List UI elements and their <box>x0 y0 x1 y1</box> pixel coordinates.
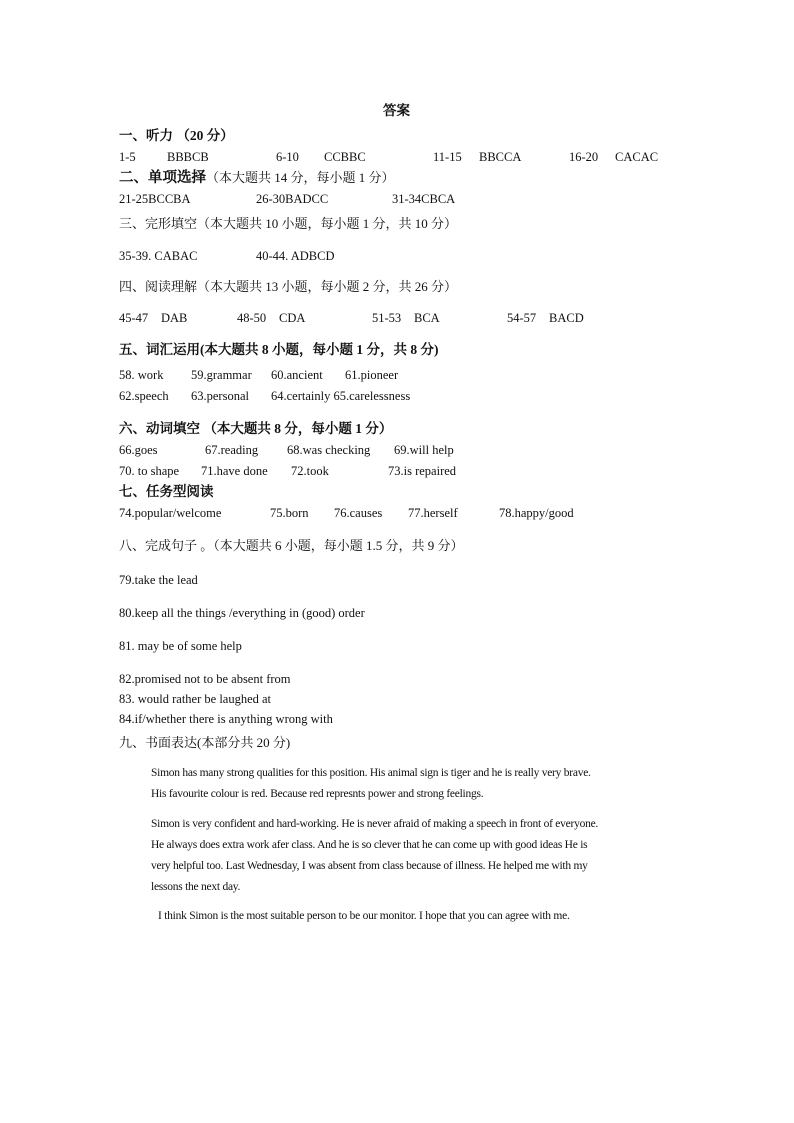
answer-81: 81. may be of some help <box>119 639 242 653</box>
section-7-heading: 七、任务型阅读 <box>119 484 214 499</box>
answer-84: 84.if/whether there is anything wrong with <box>119 712 333 726</box>
answer-value: 78.happy/good <box>499 506 574 520</box>
answer-value: 26-30BADCC <box>256 192 329 206</box>
answer-value: 63.personal <box>191 389 249 403</box>
section-2-heading-main: 二、单项选择 <box>119 170 206 186</box>
answer-82: 82.promised not to be absent from <box>119 672 291 686</box>
answer-value: 71.have done <box>201 464 268 478</box>
answer-80: 80.keep all the things /everything in (good) order <box>119 606 365 620</box>
answer-value: 62.speech <box>119 389 169 403</box>
answer-value: CDA <box>279 311 306 325</box>
answer-83: 83. would rather be laughed at <box>119 692 272 706</box>
answer-value: BCA <box>414 311 440 325</box>
answer-value: 77.herself <box>408 506 458 520</box>
essay-line: Simon is very confident and hard-working. He is never afraid of making a speech in front of everyone. <box>151 818 599 830</box>
section-8-heading: 八、完成句子 。（本大题共 6 小题，每小题 1.5 分，共 9 分） <box>119 538 464 553</box>
answer-value: 75.born <box>270 506 309 520</box>
answer-value: 68.was checking <box>287 443 371 457</box>
essay-line: very helpful too. Last Wednesday, I was absent from class because of illness. He helped me with my <box>151 860 588 872</box>
section-1-heading: 一、听力 （20 分） <box>119 128 234 143</box>
answer-range: 16-20 <box>569 150 599 164</box>
answer-value: 73.is repaired <box>388 464 457 478</box>
answer-range: 51-53 <box>372 311 402 325</box>
answer-range: 54-57 <box>507 311 537 325</box>
answer-value: 70. to shape <box>119 464 180 478</box>
answer-value: 40-44. ADBCD <box>256 249 335 263</box>
answer-range: 1-5 <box>119 150 136 164</box>
answer-value: 61.pioneer <box>345 368 399 382</box>
answer-value: CACAC <box>615 150 659 164</box>
answer-value: 64.certainly 65.carelessness <box>271 389 411 403</box>
answer-range: 45-47 <box>119 311 149 325</box>
section-3-heading: 三、完形填空（本大题共 10 小题，每小题 1 分，共 10 分） <box>119 216 458 231</box>
answer-value: 72.took <box>291 464 329 478</box>
answer-value: BBCCA <box>479 150 522 164</box>
section-9-heading: 九、书面表达(本部分共 20 分) <box>119 735 291 750</box>
answer-value: DAB <box>161 311 188 325</box>
essay-line: His favourite colour is red. Because red represnts power and strong feelings. <box>151 788 484 800</box>
answer-value: BACD <box>549 311 584 325</box>
essay-line: I think Simon is the most suitable person to be our monitor. I hope that you can agree with me. <box>158 910 570 922</box>
answer-value: 67.reading <box>205 443 259 457</box>
answer-value: 74.popular/welcome <box>119 506 222 520</box>
section-2-heading <box>119 170 395 186</box>
answer-value: 76.causes <box>334 506 383 520</box>
answer-range: 6-10 <box>276 150 299 164</box>
essay-line: He always does extra work afer class. And he is so clever that he can come up with good ideas He is <box>151 839 588 851</box>
section-5-heading: 五、词汇运用(本大题共 8 小题，每小题 1 分，共 8 分) <box>119 342 439 357</box>
section-6-heading: 六、动词填空 （本大题共 8 分，每小题 1 分） <box>119 421 393 436</box>
answer-value: BBBCB <box>167 150 209 164</box>
section-4-heading: 四、阅读理解（本大题共 13 小题，每小题 2 分，共 26 分） <box>119 279 458 294</box>
answer-value: 21-25BCCBA <box>119 192 191 206</box>
answer-79: 79.take the lead <box>119 573 198 587</box>
essay-line: lessons the next day. <box>151 881 241 893</box>
answer-value: CCBBC <box>324 150 366 164</box>
answer-value: 66.goes <box>119 443 158 457</box>
answer-range: 48-50 <box>237 311 267 325</box>
answer-value: 58. work <box>119 368 164 382</box>
answer-value: 31-34CBCA <box>392 192 456 206</box>
answer-range: 11-15 <box>433 150 462 164</box>
answer-value: 35-39. CABAC <box>119 249 198 263</box>
essay-line: Simon has many strong qualities for this position. His animal sign is tiger and he is really very brave. <box>151 767 591 779</box>
page-title: 答案 <box>383 103 410 118</box>
answer-value: 59.grammar <box>191 368 252 382</box>
answer-value: 69.will help <box>394 443 454 457</box>
answer-value: 60.ancient <box>271 368 323 382</box>
section-2-heading-note: （本大题共 14 分，每小题 1 分） <box>206 170 395 185</box>
